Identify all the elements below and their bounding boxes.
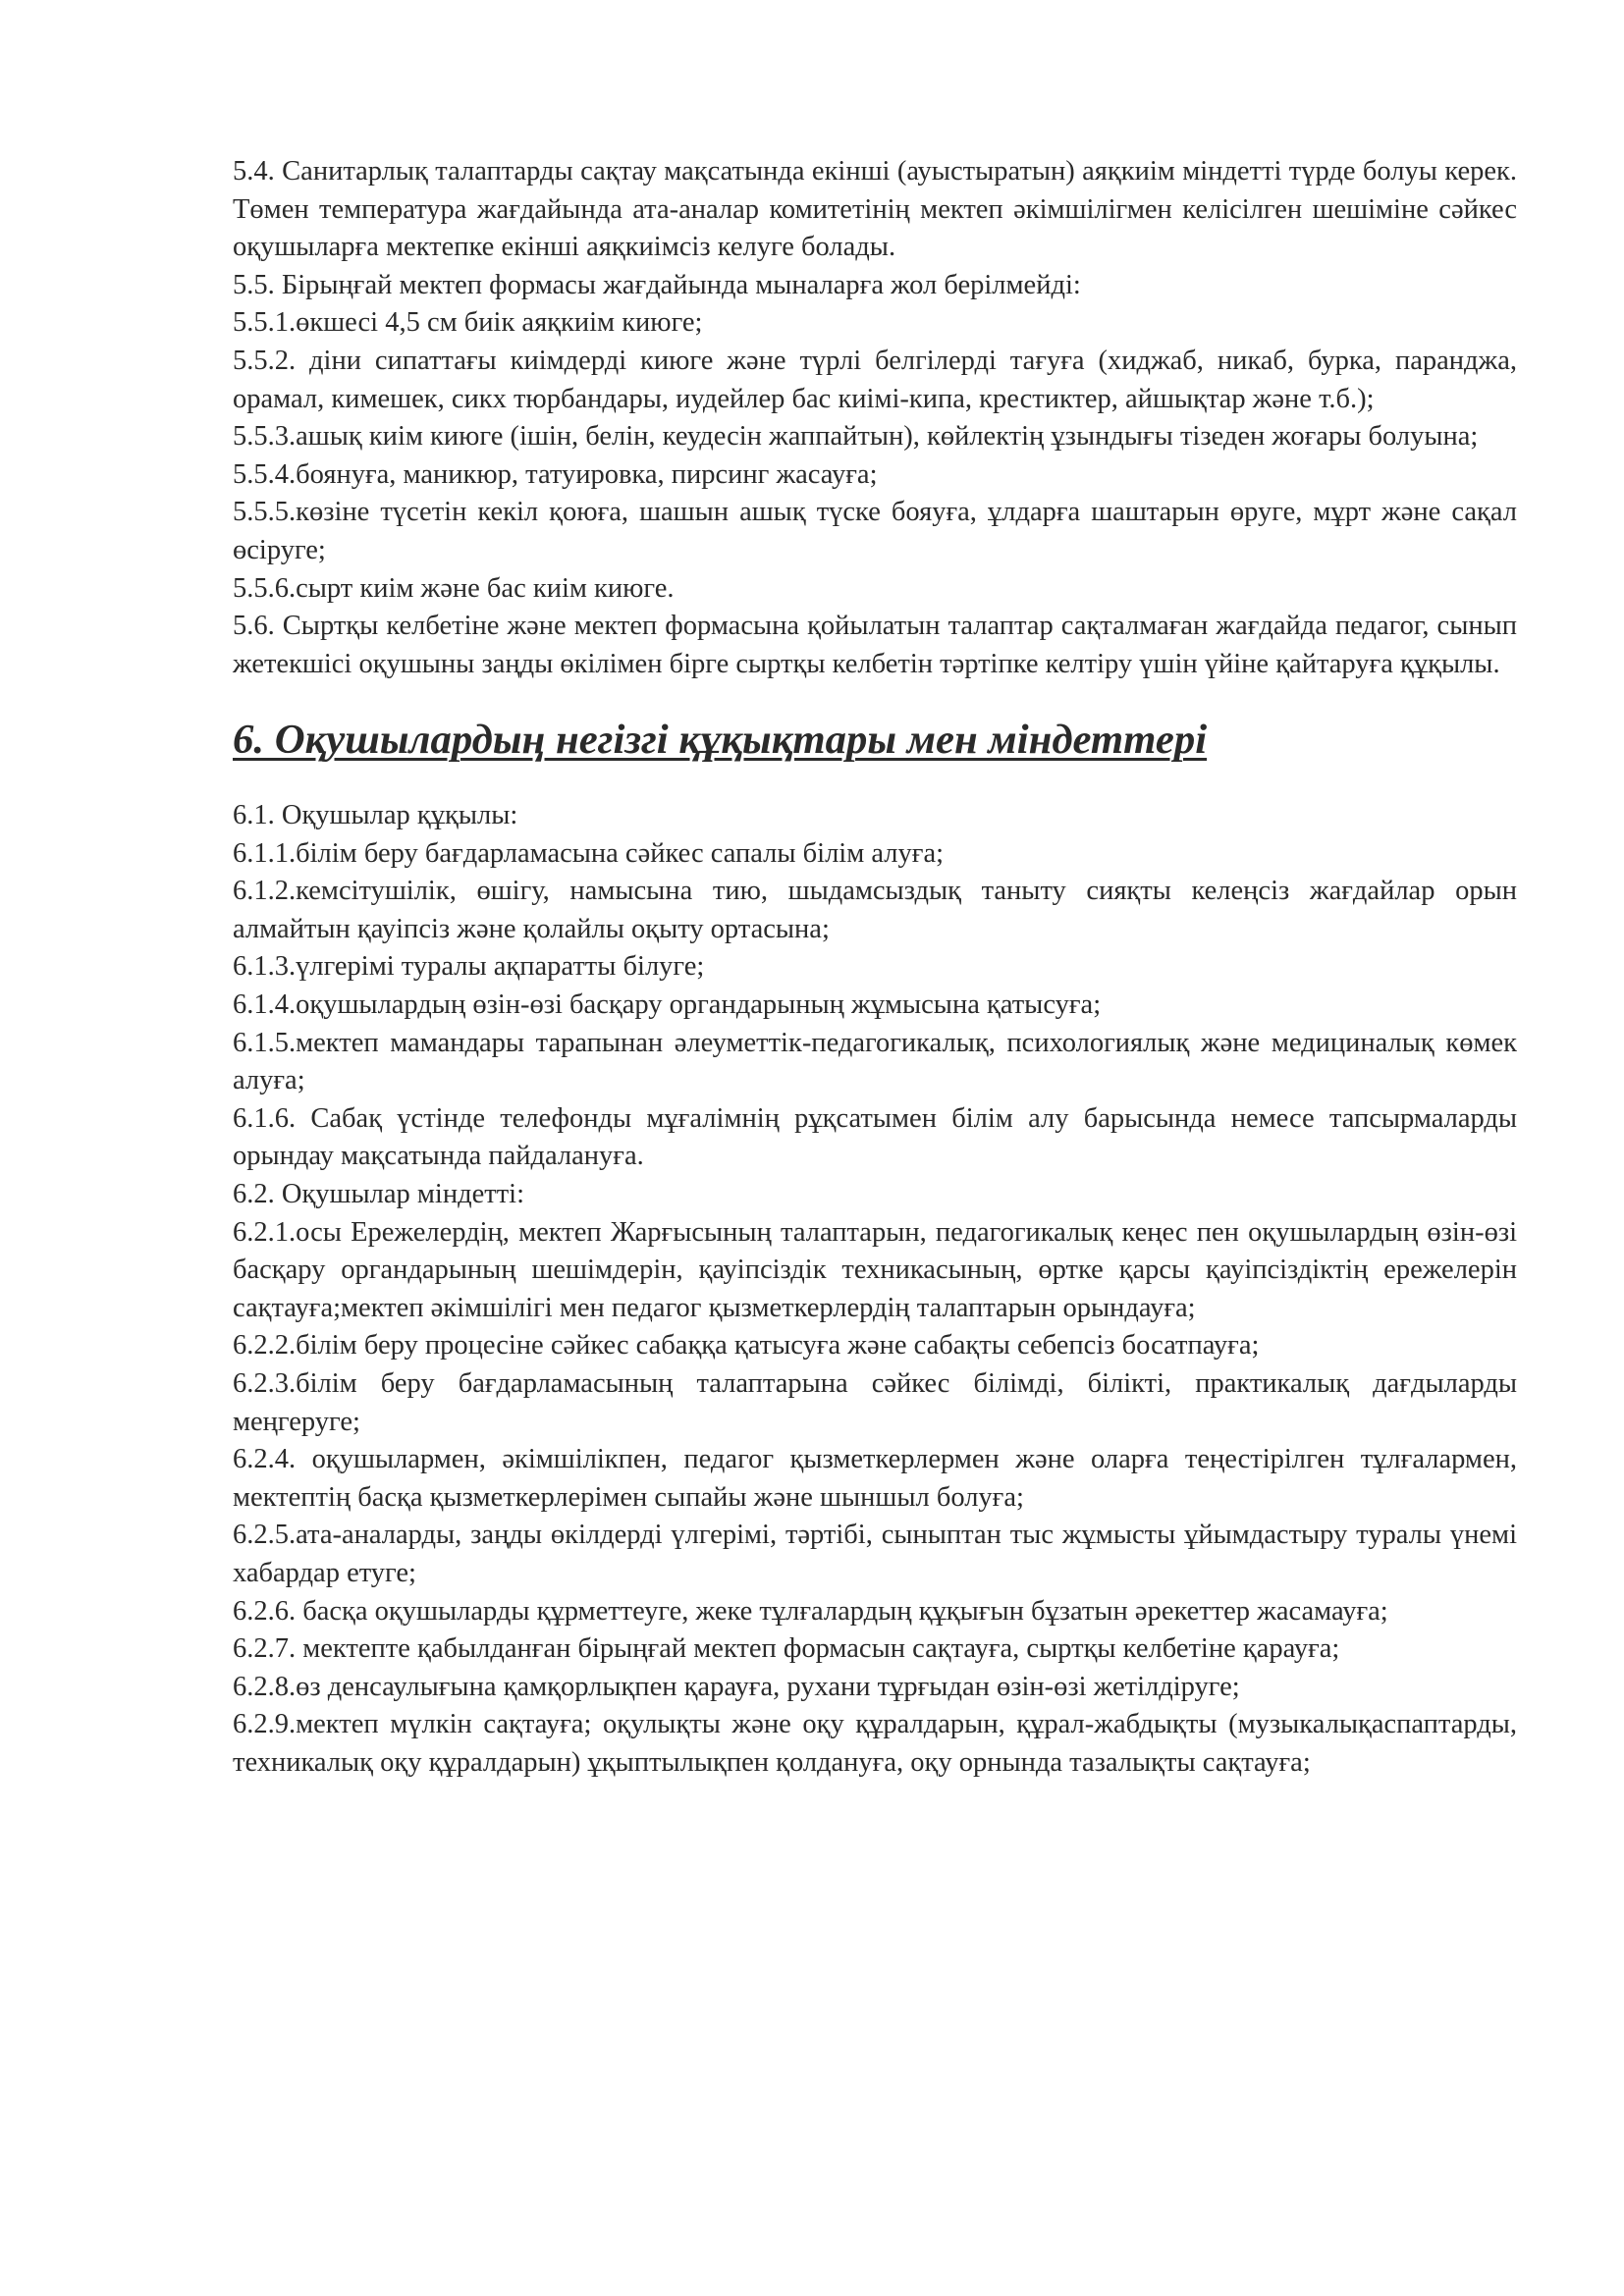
paragraph-5-5-6: 5.5.6.сырт киім және бас киім киюге. [233, 572, 675, 604]
spacer [233, 760, 1517, 798]
paragraph-6-2-8: 6.2.8.өз денсаулығына қамқорлықпен қарауға, рухани тұрғыдан өзін-өзі жетілдіруге; [233, 1671, 1240, 1702]
paragraph-6-1-4: 6.1.4.оқушылардың өзін-өзі басқару органдарының жұмысына қатысуға; [233, 989, 1102, 1021]
document-page [233, 153, 1517, 1783]
paragraph-5-5-5: 5.5.5.көзіне түсетін кекіл қоюға, шашын ашық түске бояуға, ұлдарға шаштарын өруге, мұрт және сақал өсіруге; [233, 497, 1517, 565]
paragraph-5-5-1: 5.5.1.өкшесі 4,5 см биік аяқкиім киюге; [233, 307, 703, 339]
section-6-heading: 6. Оқушылардың негізгі құқықтары мен міндеттері [233, 716, 1208, 763]
paragraph-6-2-5: 6.2.5.ата-аналарды, заңды өкілдерді үлгерімі, тәртібі, сыныптан тыс жұмысты ұйымдастыру туралы үнемі хабардар етуге; [233, 1520, 1517, 1588]
paragraph-5-5-2: 5.5.2. діни сипаттағы киімдерді киюге және түрлі белгілерді тағуға (хиджаб, никаб, бурка, паранджа, орамал, кимешек, сикх тюрбандары, иудейлер бас киімі-кипа, крестиктер, айшықтар және т.б.); [233, 345, 1517, 414]
paragraph-6-2-1: 6.2.1.осы Ережелердің, мектеп Жарғысының талаптарын, педагогикалық кеңес пен оқушылардың өзін-өзі басқару органдарының шешімдерін, қауіпсіздік техникасының, өртке қарсы қауіпсіздіктің ережелерін сақтауға;мектеп әкімшілігі мен педагог қызметкерлердің талаптарын орындауға; [233, 1216, 1517, 1323]
paragraph-6-2-9: 6.2.9.мектеп мүлкін сақтауға; оқулықты және оқу құралдарын, құрал-жабдықты (музыкалықаспаптарды, техникалық оқу құралдарын) ұқыптылықпен қолдануға, оқу орнында тазалықты сақтауға; [233, 1709, 1517, 1778]
paragraph-6-2-6: 6.2.6. басқа оқушыларды құрметтеуге, жеке тұлғалардың құқығын бұзатын әрекеттер жасамауға; [233, 1595, 1388, 1627]
paragraph-6-2-7: 6.2.7. мектепте қабылданған бірыңғай мектеп формасын сақтауға, сыртқы келбетіне қарауға; [233, 1633, 1340, 1665]
paragraph-6-2: 6.2. Оқушылар міндетті: [233, 1179, 524, 1210]
section-6 [233, 797, 1517, 1782]
paragraph-6-1-1: 6.1.1.білім беру бағдарламасына сәйкес сапалы білім алуға; [233, 837, 945, 869]
paragraph-5-6: 5.6. Сыртқы келбетіне және мектеп формасына қойылатын талаптар сақталмаған жағдайда педагог, сынып жетекшісі оқушыны заңды өкілімен бірге сыртқы келбетін тәртіпке келтіру үшін үйіне қайтаруға құқылы. [233, 611, 1517, 679]
paragraph-6-1: 6.1. Оқушылар құқылы: [233, 800, 518, 831]
paragraph-6-2-2: 6.2.2.білім беру процесіне сәйкес сабаққа қатысуға және сабақты себепсіз босатпауға; [233, 1330, 1260, 1362]
paragraph-6-1-3: 6.1.3.үлгерімі туралы ақпаратты білуге; [233, 951, 705, 983]
section-5 [233, 153, 1517, 683]
paragraph-6-2-3: 6.2.3.білім беру бағдарламасының талаптарына сәйкес білімді, білікті, практикалық дағдыларды меңгеруге; [233, 1368, 1517, 1437]
paragraph-6-1-5: 6.1.5.мектеп мамандары тарапынан әлеуметтік-педагогикалық, психологиялық және медициналық көмек алуға; [233, 1027, 1517, 1096]
paragraph-5-5-4: 5.5.4.боянуға, маникюр, татуировка, пирсинг жасауға; [233, 458, 878, 490]
paragraph-5-5: 5.5. Бірыңғай мектеп формасы жағдайында мыналарға жол берілмейді: [233, 269, 1081, 300]
paragraph-5-5-3: 5.5.3.ашық киім киюге (ішін, белін, кеудесін жаппайтын), көйлектің ұзындығы тізеден жоғары болуына; [233, 421, 1479, 453]
paragraph-6-2-4: 6.2.4. оқушылармен, әкімшілікпен, педагог қызметкерлермен және оларға теңестірілген тұлғалармен, мектептің басқа қызметкерлерімен сыпайы және шыншыл болуға; [233, 1444, 1517, 1513]
paragraph-6-1-2: 6.1.2.кемсітушілік, өшігу, намысына тию, шыдамсыздық таныту сияқты келеңсіз жағдайлар орын алмайтын қауіпсіз және қолайлы оқыту ортасына; [233, 876, 1517, 944]
paragraph-5-4: 5.4. Санитарлық талаптарды сақтау мақсатында екінші (ауыстыратын) аяқкиім міндетті түрде болуы керек. Төмен температура жағдайында ата-аналар комитетінің мектеп әкімшілігмен келісілген шешіміне сәйкес оқушыларға мектепке екінші аяқкиімсіз келуге болады. [233, 156, 1517, 263]
paragraph-6-1-6: 6.1.6. Сабақ үстінде телефонды мұғалімнің рұқсатымен білім алу барысында немесе тапсырмаларды орындау мақсатында пайдалануға. [233, 1102, 1517, 1172]
